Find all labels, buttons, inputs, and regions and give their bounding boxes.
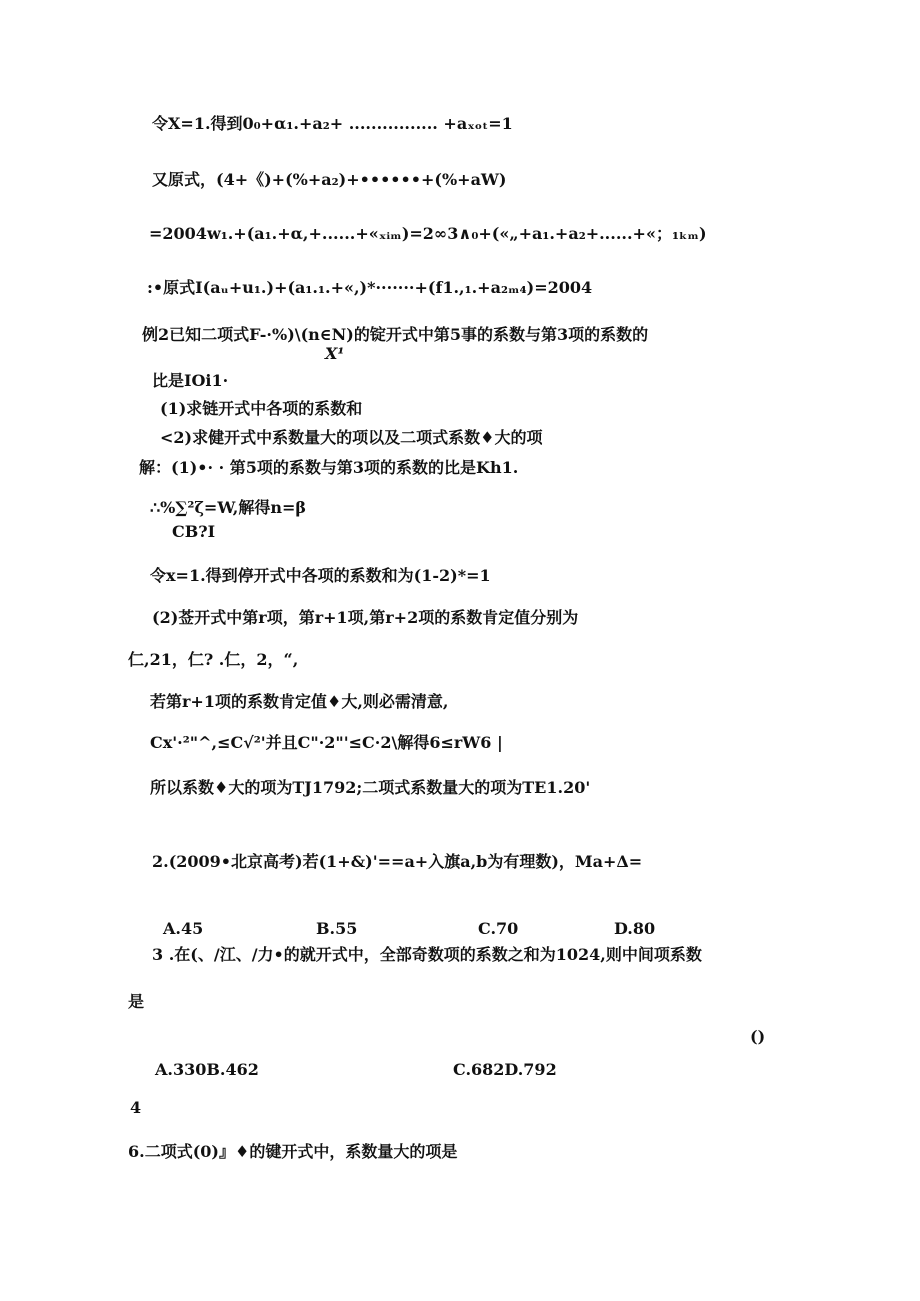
- text-line: CB?I: [172, 522, 216, 541]
- text-line: 令x=1.得到停开式中各项的系数和为(1-2)*=1: [150, 566, 491, 585]
- text-line: 例2已知二项式F-·%)\(n∈N)的锭开式中第5事的系数与第3项的系数的: [142, 325, 649, 344]
- text-line: 若第r+1项的系数肯定值♦大,则必需清意,: [150, 692, 449, 711]
- text-line: (2)莶开式中第r项，第r+1项,第r+2项的系数肯定值分别为: [152, 608, 579, 627]
- answer-blank: (): [750, 1027, 766, 1046]
- option-d: D.80: [614, 919, 656, 938]
- option-c: C.70: [478, 919, 519, 938]
- option-a: A.45: [163, 919, 204, 938]
- option-b: B.55: [316, 919, 358, 938]
- text-line: ∴%∑²ζ=W,解得n=β: [150, 498, 307, 517]
- text-line: 解：(1)•· · 第5项的系数与第3项的系数的比是Kh1.: [139, 458, 519, 477]
- text-line: Cx'·²"^,≤C√²'并且C"·2"'≤C·2\解得6≤rW6 |: [150, 733, 503, 752]
- text-line: 所以系数♦大的项为TJ1792;二项式系数量大的项为TE1.20': [150, 778, 591, 797]
- text-line: 比是IOi1·: [152, 371, 229, 390]
- text-line: <2)求健开式中系数量大的项以及二项式系数♦大的项: [160, 428, 543, 447]
- text-line: 是: [128, 992, 145, 1011]
- text-line: 又原式，(4+《)+(%+a₂)+••••••+(%+aW): [152, 170, 507, 189]
- text-line: 2.(2009•北京高考)若(1+&)'==a+入旗a,b为有理数)，Ma+Δ=: [152, 852, 643, 871]
- text-line: :•原式I(aᵤ+u₁.)+(a₁.₁.+«,)*·······+(f1.,₁.+a₂ₘ₄)=2004: [147, 278, 593, 297]
- text-line: 6.二项式(0)』♦的键开式中，系数量大的项是: [128, 1142, 458, 1161]
- text-line: 令X=1.得到0₀+α₁.+a₂+ ................ +aₓₒₜ=1: [152, 114, 513, 133]
- options-cd: C.682D.792: [453, 1060, 557, 1079]
- text-line: (1)求链开式中各项的系数和: [160, 399, 363, 418]
- text-line: 4: [130, 1098, 142, 1117]
- text-line: 3 .在(、/江、/力•的就开式中，全部奇数项的系数之和为1024,则中间项系数: [152, 945, 702, 964]
- options-ab: A.330B.462: [155, 1060, 259, 1079]
- text-line: 仁,21，仁? .仁，2，“,: [128, 650, 299, 669]
- text-line: =2004w₁.+(a₁.+α,+......+«ₓᵢₘ)=2∞3∧₀+(«„+a₁.+a₂+......+«；₁ₖₘ): [149, 224, 707, 243]
- text-line: X¹: [325, 344, 345, 363]
